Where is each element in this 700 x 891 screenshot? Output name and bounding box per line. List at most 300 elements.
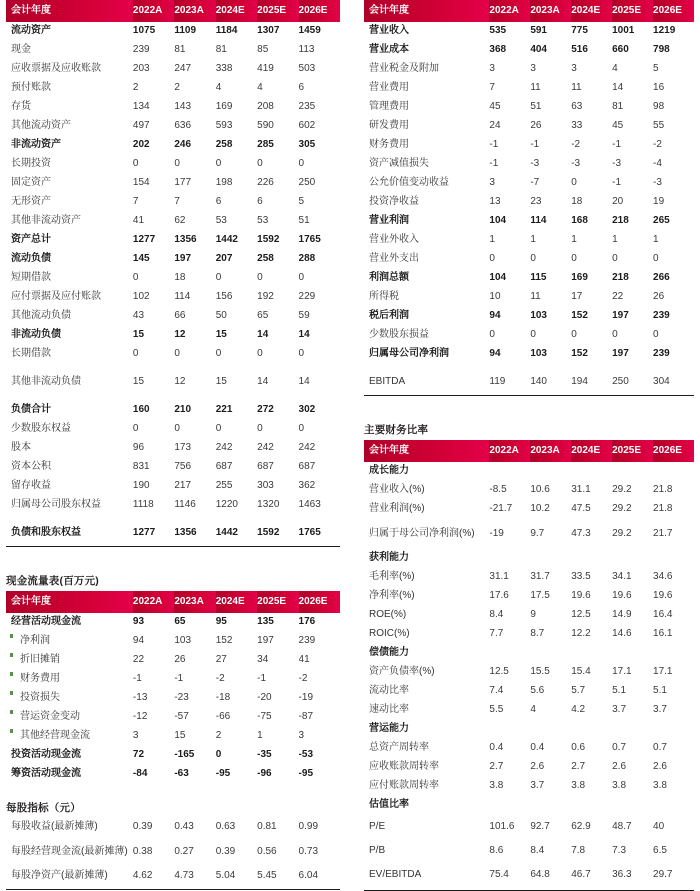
row-value: 15 xyxy=(132,376,145,388)
row-value: 19.6 xyxy=(653,590,673,602)
row-value: 3 xyxy=(489,177,495,189)
row-label: 税后利润 xyxy=(369,310,409,322)
row-value: 362 xyxy=(298,480,316,492)
row-value: 1 xyxy=(530,234,536,246)
row-value xyxy=(653,462,694,481)
row-value: -2 xyxy=(298,673,308,685)
row-value: 1277 xyxy=(132,527,156,539)
row-value: 92.7 xyxy=(530,820,550,832)
row-value: 242 xyxy=(298,442,316,454)
row-value: 0 xyxy=(653,329,659,341)
row-value: 5.1 xyxy=(653,685,667,697)
table-row xyxy=(6,727,340,746)
row-value: 0.6 xyxy=(571,742,586,754)
row-value xyxy=(571,644,612,663)
cash-flow-table xyxy=(6,591,340,784)
row-value: 95 xyxy=(215,616,227,628)
row-label: 少数股东损益 xyxy=(369,329,429,341)
row-value: 134 xyxy=(132,101,150,113)
row-label: 营业收入(%) xyxy=(369,484,425,496)
row-value: -95 xyxy=(215,768,231,780)
per-share-block xyxy=(6,800,340,890)
row-value: 1220 xyxy=(215,499,238,511)
row-value: 64.8 xyxy=(530,868,550,880)
row-value: -1 xyxy=(257,673,267,685)
row-label: 留存收益 xyxy=(11,480,51,492)
table-row xyxy=(6,420,340,439)
row-label: 现金 xyxy=(11,44,31,56)
row-value: 102 xyxy=(132,291,150,303)
row-value: 0 xyxy=(132,158,139,170)
row-value: 368 xyxy=(489,44,507,56)
row-value: 22 xyxy=(132,654,145,666)
row-value: 51 xyxy=(298,215,310,227)
row-value: 1 xyxy=(489,234,495,246)
row-value xyxy=(612,549,653,568)
row-value xyxy=(612,462,653,481)
row-label: ROE(%) xyxy=(369,609,407,621)
table-row xyxy=(6,765,340,784)
row-value: 160 xyxy=(132,404,150,416)
table-row xyxy=(6,392,340,420)
row-value: 75.4 xyxy=(489,868,509,880)
row-label: 长期投资 xyxy=(11,158,51,170)
row-value: 516 xyxy=(571,44,588,56)
row-label: 负债合计 xyxy=(11,404,51,416)
row-label: 折旧摊销 xyxy=(6,651,133,670)
row-value: 53 xyxy=(215,215,227,227)
table-row xyxy=(6,326,340,345)
row-label: 投资损失 xyxy=(6,689,133,708)
row-value: 152 xyxy=(571,348,588,360)
row-value: 208 xyxy=(257,101,274,113)
row-value: 266 xyxy=(653,272,670,284)
row-value: -75 xyxy=(257,711,272,723)
row-value: 6 xyxy=(215,196,222,208)
row-value: 1219 xyxy=(653,25,676,37)
row-value xyxy=(489,462,530,481)
row-value: 217 xyxy=(174,480,192,492)
row-value: 11 xyxy=(530,82,541,94)
table-row xyxy=(364,60,694,79)
table-row xyxy=(6,818,340,837)
row-value: 21.7 xyxy=(653,527,673,539)
row-value: -23 xyxy=(174,692,189,704)
row-label: ROIC(%) xyxy=(369,628,410,640)
row-value: 11 xyxy=(530,291,541,303)
row-value: 152 xyxy=(571,310,588,322)
row-value: 21.8 xyxy=(653,503,673,515)
row-value: 0.73 xyxy=(298,845,319,857)
row-value: 247 xyxy=(174,63,192,75)
row-value: 250 xyxy=(298,177,316,189)
row-value: 636 xyxy=(174,120,192,132)
row-value xyxy=(530,720,571,739)
row-value: 46.7 xyxy=(571,868,591,880)
row-value: 12.5 xyxy=(489,666,509,678)
row-value: 41 xyxy=(298,654,310,666)
row-value: 3 xyxy=(298,730,305,742)
row-value: 3.8 xyxy=(571,780,586,792)
row-value: 31.7 xyxy=(530,571,550,583)
row-value xyxy=(489,549,530,568)
row-label: 营业利润(%) xyxy=(369,503,425,515)
table-row xyxy=(6,708,340,727)
left-spacer-2 xyxy=(6,784,340,800)
row-label: 应付票据及应付账款 xyxy=(11,291,101,303)
row-value: 103 xyxy=(174,635,192,647)
row-value: 21.8 xyxy=(653,484,673,496)
row-value xyxy=(530,549,571,568)
row-value: 5.45 xyxy=(257,870,277,882)
row-value: 17.1 xyxy=(612,666,632,678)
row-value: 239 xyxy=(653,348,670,360)
row-value: 6.04 xyxy=(298,870,319,882)
row-value: -1 xyxy=(612,139,622,151)
row-value: 98 xyxy=(653,101,665,113)
row-label: 获利能力 xyxy=(369,552,409,564)
row-value xyxy=(571,796,612,815)
row-label: 毛利率(%) xyxy=(369,571,415,583)
row-value: 62 xyxy=(174,215,186,227)
key-ratios-body xyxy=(364,462,694,887)
row-value: 34 xyxy=(257,654,269,666)
right-column xyxy=(350,0,700,881)
table-row xyxy=(6,746,340,765)
row-value: 103 xyxy=(530,310,547,322)
table-row xyxy=(6,458,340,477)
row-label: 其他流动负债 xyxy=(11,310,71,322)
row-value: 687 xyxy=(298,461,316,473)
row-value: 0 xyxy=(132,272,139,284)
row-value: -4 xyxy=(653,158,662,170)
row-value: 0 xyxy=(215,749,222,761)
column-header-1: 2023A xyxy=(174,0,215,22)
row-value: 18 xyxy=(571,196,583,208)
table-row xyxy=(6,345,340,364)
row-value: 3 xyxy=(489,63,495,75)
row-value: 0 xyxy=(298,272,305,284)
row-value xyxy=(571,462,612,481)
row-value: 7 xyxy=(489,82,495,94)
row-value: 302 xyxy=(298,404,316,416)
row-value: 756 xyxy=(174,461,192,473)
table-row xyxy=(364,815,694,839)
row-value: 104 xyxy=(489,272,507,284)
table-row xyxy=(364,364,694,392)
row-value: -84 xyxy=(132,768,148,780)
year-header-label: 会计年度 xyxy=(6,591,133,613)
row-value: 15 xyxy=(215,376,227,388)
row-label: 存货 xyxy=(11,101,31,113)
table-row xyxy=(364,739,694,758)
table-row xyxy=(364,269,694,288)
row-value: -63 xyxy=(174,768,189,780)
row-value: 34.6 xyxy=(653,571,673,583)
row-value: 1 xyxy=(571,234,577,246)
row-value: 0 xyxy=(132,423,139,435)
row-value: 13 xyxy=(489,196,501,208)
balance-sheet-body xyxy=(6,22,340,543)
cash-flow-block xyxy=(6,573,340,784)
column-header-1: 2023A xyxy=(530,0,571,22)
row-value: 4 xyxy=(257,82,263,94)
row-value: 15 xyxy=(132,329,145,341)
table-row xyxy=(6,496,340,515)
column-header-3: 2025E xyxy=(612,440,653,462)
row-value: 173 xyxy=(174,442,192,454)
row-value: 34.1 xyxy=(612,571,632,583)
row-value: 14 xyxy=(257,329,269,341)
row-value: 0.7 xyxy=(612,742,627,754)
row-value xyxy=(612,796,653,815)
row-label: 净利润 xyxy=(6,632,133,651)
row-value: 62.9 xyxy=(571,820,591,832)
row-label: 估值比率 xyxy=(369,799,409,811)
row-value: 4 xyxy=(215,82,222,94)
column-header-0: 2022A xyxy=(489,440,530,462)
row-value: 0.81 xyxy=(257,821,277,833)
row-value: 15.4 xyxy=(571,666,591,678)
table-row xyxy=(364,231,694,250)
row-value: 1765 xyxy=(298,234,321,246)
row-value: 19 xyxy=(653,196,665,208)
income-statement-header-row xyxy=(364,0,694,22)
row-value: 775 xyxy=(571,25,588,37)
row-value: 0 xyxy=(298,158,305,170)
table-row xyxy=(6,269,340,288)
row-value: 0 xyxy=(174,348,180,360)
row-label: 投资活动现金流 xyxy=(11,749,81,761)
row-value: 81 xyxy=(174,44,186,56)
row-value: 5.6 xyxy=(530,685,545,697)
row-value: 0.39 xyxy=(132,821,153,833)
row-value: 242 xyxy=(215,442,233,454)
row-value: 59 xyxy=(298,310,310,322)
row-value: 16.4 xyxy=(653,609,673,621)
table-row xyxy=(6,439,340,458)
table-row xyxy=(6,155,340,174)
row-value: 0.38 xyxy=(132,845,153,857)
row-value: 239 xyxy=(298,635,316,647)
row-value: 239 xyxy=(132,44,150,56)
table-row xyxy=(364,22,694,41)
table-row xyxy=(6,670,340,689)
table-row xyxy=(6,193,340,212)
row-value: -19 xyxy=(489,527,504,539)
row-label: 其他流动资产 xyxy=(11,120,71,132)
key-ratios-table xyxy=(364,440,694,887)
row-value: 285 xyxy=(257,139,274,151)
row-value: 0 xyxy=(571,253,577,265)
row-value: 4 xyxy=(612,63,618,75)
row-label: 管理费用 xyxy=(369,101,409,113)
table-row xyxy=(6,41,340,60)
row-value: -3 xyxy=(530,158,540,170)
table-row xyxy=(364,777,694,796)
row-value: 114 xyxy=(530,215,547,227)
cash-flow-header-row xyxy=(6,591,340,613)
row-value: 590 xyxy=(257,120,274,132)
row-value: 29.7 xyxy=(653,868,673,880)
row-value: 14.9 xyxy=(612,609,632,621)
row-label: 营业成本 xyxy=(369,44,409,56)
row-value: 1442 xyxy=(215,234,238,246)
balance-sheet-header-row xyxy=(6,0,340,22)
row-value: 0 xyxy=(215,423,222,435)
row-value: 305 xyxy=(298,139,316,151)
row-value: 1442 xyxy=(215,527,238,539)
row-label: 总资产周转率 xyxy=(369,742,429,754)
row-label: 归属母公司股东权益 xyxy=(11,499,101,511)
table-row xyxy=(6,22,340,41)
row-label: 应付账款周转率 xyxy=(369,780,439,792)
row-value: 338 xyxy=(215,63,233,75)
row-value: 0 xyxy=(489,329,495,341)
table-row xyxy=(364,307,694,326)
row-value: 115 xyxy=(530,272,547,284)
row-value: 0 xyxy=(132,348,139,360)
row-value: 218 xyxy=(612,272,629,284)
row-value: 169 xyxy=(215,101,233,113)
row-value: 169 xyxy=(571,272,588,284)
row-value: 8.6 xyxy=(489,844,504,856)
row-value: 1356 xyxy=(174,234,197,246)
row-value: 14 xyxy=(298,376,310,388)
row-value: 7 xyxy=(132,196,139,208)
table-row xyxy=(364,720,694,739)
row-value: 6.5 xyxy=(653,844,667,856)
row-value: 246 xyxy=(174,139,192,151)
row-value: 7.7 xyxy=(489,628,504,640)
row-value: 239 xyxy=(653,310,670,322)
row-value: 9.7 xyxy=(530,527,545,539)
row-label: 非流动负债 xyxy=(11,329,61,341)
per-share-table xyxy=(6,818,340,886)
row-value: 101.6 xyxy=(489,820,515,832)
row-value: 5.1 xyxy=(612,685,627,697)
per-share-bottom-rule xyxy=(6,889,340,890)
table-row xyxy=(364,212,694,231)
table-row xyxy=(6,613,340,632)
row-value: 135 xyxy=(257,616,274,628)
row-label: 资产减值损失 xyxy=(369,158,429,170)
table-row xyxy=(364,288,694,307)
column-header-1: 2023A xyxy=(174,591,215,613)
table-row xyxy=(364,98,694,117)
row-value: -8.5 xyxy=(489,484,507,496)
row-value: 17.5 xyxy=(530,590,550,602)
table-row xyxy=(364,79,694,98)
row-value: 602 xyxy=(298,120,316,132)
row-value: 497 xyxy=(132,120,150,132)
row-value: 143 xyxy=(174,101,192,113)
table-row xyxy=(6,515,340,543)
row-value: 154 xyxy=(132,177,150,189)
row-label: 成长能力 xyxy=(369,465,409,477)
row-label: 偿债能力 xyxy=(369,647,409,659)
column-header-3: 2025E xyxy=(612,0,653,22)
row-value: -21.7 xyxy=(489,503,513,515)
row-value: 1146 xyxy=(174,499,196,511)
row-value: 198 xyxy=(215,177,233,189)
row-value: 3 xyxy=(530,63,536,75)
row-value: 85 xyxy=(257,44,269,56)
row-value: 152 xyxy=(215,635,233,647)
row-value: 3.7 xyxy=(530,780,545,792)
row-value: -1 xyxy=(530,139,540,151)
per-share-title: 每股指标（元） xyxy=(6,802,81,814)
row-label: 负债和股东权益 xyxy=(11,527,81,539)
row-label: 公允价值变动收益 xyxy=(369,177,449,189)
row-label: P/E xyxy=(369,820,386,832)
row-label: 固定资产 xyxy=(11,177,51,189)
row-value: 7.4 xyxy=(489,685,504,697)
row-value: 0 xyxy=(571,329,577,341)
row-value: 0 xyxy=(257,423,263,435)
key-ratios-header-row xyxy=(364,440,694,462)
row-value: 43 xyxy=(132,310,145,322)
row-value: 0.99 xyxy=(298,821,319,833)
table-row xyxy=(364,606,694,625)
row-value: 265 xyxy=(653,215,670,227)
row-value: 197 xyxy=(612,310,629,322)
row-value: 404 xyxy=(530,44,547,56)
row-value: 22 xyxy=(612,291,624,303)
table-row xyxy=(364,500,694,519)
row-value: 0 xyxy=(530,329,536,341)
row-value: -1 xyxy=(612,177,622,189)
row-value: 168 xyxy=(571,215,588,227)
row-value: 177 xyxy=(174,177,192,189)
row-value: 272 xyxy=(257,404,274,416)
balance-sheet-block xyxy=(6,0,340,547)
row-value: 210 xyxy=(174,404,192,416)
table-row xyxy=(364,250,694,269)
table-row xyxy=(6,250,340,269)
row-value: 1109 xyxy=(174,25,197,37)
row-value: -2 xyxy=(653,139,662,151)
row-value: 192 xyxy=(257,291,274,303)
key-ratios-block xyxy=(364,422,694,891)
column-header-0: 2022A xyxy=(489,0,530,22)
row-value: 5.5 xyxy=(489,704,504,716)
row-value: -1 xyxy=(489,158,499,170)
right-spacer-1 xyxy=(364,396,694,422)
column-header-4: 2026E xyxy=(653,440,694,462)
row-label: 投资净收益 xyxy=(369,196,419,208)
row-value: 0 xyxy=(653,253,659,265)
row-value: 8.4 xyxy=(530,844,545,856)
row-label: 营业收入 xyxy=(369,25,409,37)
row-label: 营运能力 xyxy=(369,723,409,735)
row-value: 31.1 xyxy=(571,484,591,496)
row-label: 流动资产 xyxy=(11,25,51,37)
row-value: 2.6 xyxy=(530,761,545,773)
row-value xyxy=(653,549,694,568)
row-value: 156 xyxy=(215,291,233,303)
row-value: 798 xyxy=(653,44,670,56)
row-value: 0 xyxy=(298,348,305,360)
row-value xyxy=(530,796,571,815)
row-value xyxy=(571,549,612,568)
column-header-3: 2025E xyxy=(257,591,298,613)
row-label: 财务费用 xyxy=(369,139,409,151)
row-value: 0 xyxy=(489,253,495,265)
row-label: 筹资活动现金流 xyxy=(11,768,81,780)
row-value: 51 xyxy=(530,101,542,113)
table-row xyxy=(6,231,340,250)
